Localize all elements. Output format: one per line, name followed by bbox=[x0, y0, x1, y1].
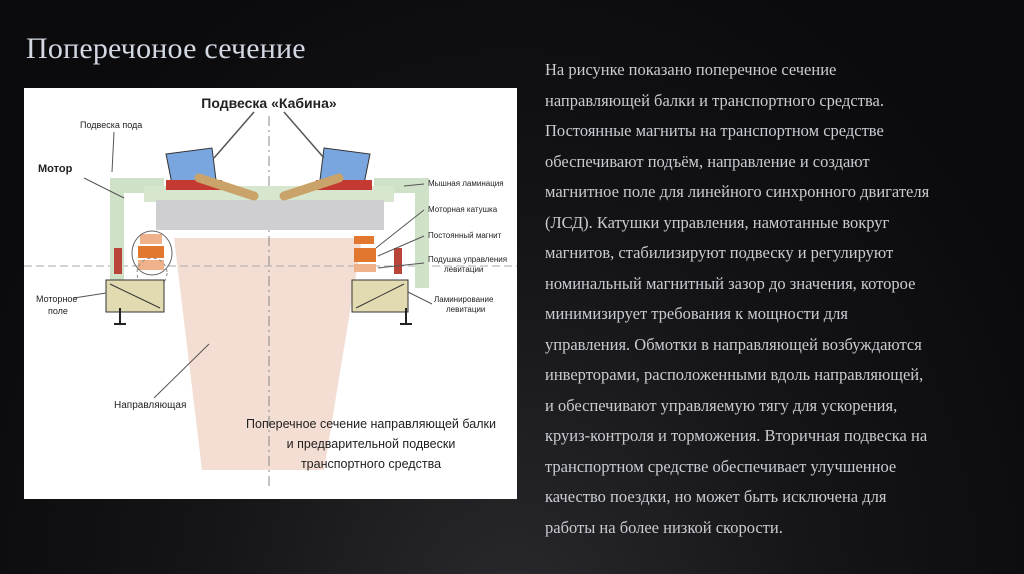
description-line: работы на более низкой скорости. bbox=[545, 517, 783, 537]
cross-beam bbox=[156, 200, 384, 230]
label-motor-coil: Моторная катушка bbox=[428, 205, 498, 214]
pointer-motor-field bbox=[74, 293, 106, 298]
stator-block-right bbox=[352, 280, 412, 324]
description-line: транспортном средстве обеспечивает улучшенное bbox=[545, 456, 897, 476]
description-line: круиз-контроля и торможения. Вторичная подвеска на bbox=[545, 426, 928, 445]
pointer-cabin-right bbox=[284, 112, 324, 158]
description-line: минимизирует требования к мощности для bbox=[545, 304, 848, 323]
label-motor-field-1: Моторное bbox=[36, 294, 78, 304]
label-permanent-magnet: Постоянный магнит bbox=[428, 231, 502, 240]
label-suspension-cabin: Подвеска «Кабина» bbox=[201, 95, 337, 111]
description-line: (ЛСД). Катушки управления, намотанные вокруг bbox=[545, 212, 890, 232]
label-motor: Мотор bbox=[38, 163, 73, 175]
label-levitation-lamination-2: левитации bbox=[446, 305, 486, 314]
caption-line-1: Поперечное сечение направляющей балки bbox=[246, 417, 496, 431]
label-motor-field-2: поле bbox=[48, 306, 68, 316]
cross-section-diagram bbox=[24, 88, 517, 499]
description-line: качество поездки, но может быть исключена для bbox=[545, 487, 887, 506]
magnet-assembly-right bbox=[354, 236, 402, 274]
description-line: номинальный магнитный зазор до значения, которое bbox=[545, 273, 916, 293]
pointer-lev-lam bbox=[408, 292, 432, 304]
label-levitation-pad-2: левитации bbox=[444, 265, 484, 274]
description-line: управления. Обмотки в направляющей возбуждаются bbox=[545, 334, 922, 354]
label-levitation-lamination-1: Ламинирование bbox=[434, 295, 494, 304]
diagram-canvas bbox=[24, 88, 517, 499]
description-text bbox=[545, 55, 1007, 543]
label-levitation-pad-1: Подушка управления bbox=[428, 255, 508, 264]
description-line: Постоянные магниты на транспортном средстве bbox=[545, 121, 884, 140]
guideway-beam bbox=[174, 238, 362, 470]
suspension-unit-right bbox=[284, 148, 372, 196]
stator-block-left bbox=[106, 280, 164, 324]
description-line: магнитное поле для линейного синхронного двигателя bbox=[545, 182, 930, 201]
description-line: направляющей балки и транспортного средства. bbox=[545, 90, 884, 110]
pointer-floor bbox=[112, 132, 114, 172]
label-mouse-lamination: Мышная ламинация bbox=[428, 179, 504, 188]
caption-line-2: и предварительной подвески bbox=[286, 437, 456, 451]
slide-title: Поперечоное сечение bbox=[26, 32, 306, 65]
description-line: На рисунке показано поперечное сечение bbox=[545, 60, 837, 79]
description-line: и обеспечивают управляемую тягу для ускорения, bbox=[545, 395, 898, 415]
suspension-unit-left bbox=[166, 148, 254, 196]
label-floor-suspension: Подвеска пода bbox=[80, 120, 143, 130]
description-line: магнитов, стабилизируют подвеску и регулируют bbox=[545, 243, 894, 262]
description-line: инверторами, расположенными вдоль направляющей, bbox=[545, 365, 924, 384]
caption-line-3: транспортного средства bbox=[300, 457, 442, 471]
pointer-cabin-left bbox=[214, 112, 254, 158]
description-line: обеспечивают подъём, направление и создают bbox=[545, 151, 870, 171]
label-guideway: Направляющая bbox=[114, 400, 187, 411]
